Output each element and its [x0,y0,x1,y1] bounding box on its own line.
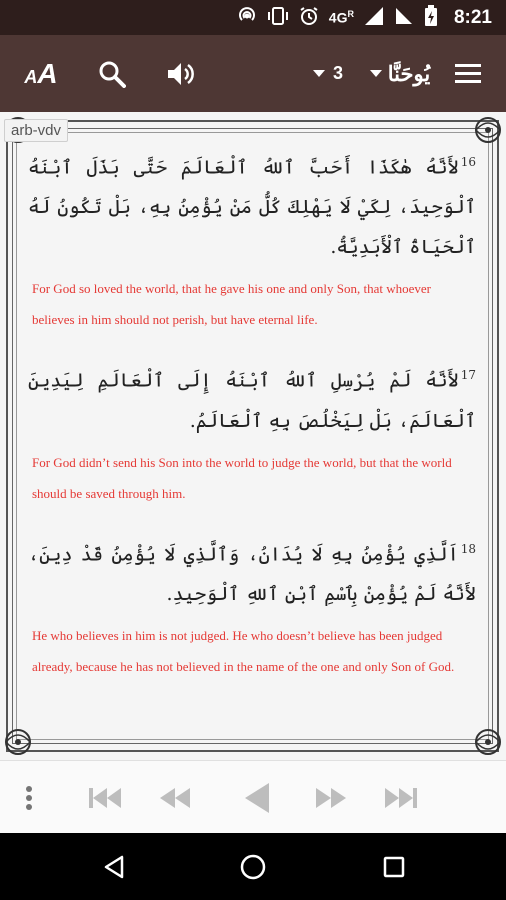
skip-previous-button[interactable] [82,761,128,834]
home-button[interactable] [223,833,283,900]
chapter-selector[interactable] [298,35,358,112]
chapter-number: 3 [332,63,343,83]
audio-player [0,760,506,833]
play-reverse-button[interactable] [236,761,278,834]
font-size-button[interactable] [18,35,64,112]
skip-next-button[interactable] [378,761,424,834]
speaker-button[interactable] [160,35,202,112]
search-icon [98,60,126,88]
wifi-off-icon [394,6,414,29]
verse-content [20,142,482,720]
recents-icon [383,856,405,878]
verse-english[interactable]: He who believes in him is not judged. He who doesn’t believe has been judged already, because he has not believed in the name of the one and only Son of God. [32,627,455,674]
font-size-icon: AA [24,57,58,89]
recents-button[interactable] [364,833,424,900]
verse-block [20,142,482,335]
search-button[interactable] [92,35,132,112]
skip-next-icon [383,786,419,810]
fast-forward-button[interactable] [308,761,354,834]
verse-number: 16 [460,155,476,169]
verse-block [20,355,482,508]
back-icon [103,855,125,879]
status-bar [0,0,506,35]
verse-arabic[interactable] [20,355,482,440]
status-icons [237,0,492,35]
toolbar [0,35,506,112]
verse-number: 17 [460,368,476,383]
status-time: 8:21 [453,6,492,28]
book-name: يُوحَنَّا [387,61,431,86]
more-options-button[interactable] [14,761,44,834]
verse-arabic[interactable] [20,529,482,614]
speaker-icon [166,60,196,88]
verse-arabic-text: لأَنَّهُ لَمْ يُرْسِلِ ٱللهُ ٱبْنَهُ إِلَى ٱلْعَالَمِ لِيَدِينَ ٱلْعَالَمَ، بَلْ لِيَخْلُصَ بِهِ ٱلْعَالَمُ. [28,369,476,432]
back-button[interactable] [84,833,144,900]
verse-arabic-text: اَلَّذِي يُؤْمِنُ بِهِ لَا يُدَانُ، وَٱلَّذِي لَا يُؤْمِنُ قَدْ دِينَ، لأَنَّهُ لَمْ يُؤْمِنْ بِٱسْمِ ٱبْنِ ٱللهِ ٱلْوَحِيدِ. [28,542,476,605]
navigation-bar [0,833,506,900]
chevron-down-icon [313,70,325,77]
version-tag: arb-vdv [4,119,68,142]
reading-area[interactable] [0,112,506,760]
menu-icon-bar [455,72,481,75]
verse-arabic[interactable] [20,142,482,267]
home-icon [240,854,266,880]
corner-ornament-icon [470,724,506,760]
hotspot-icon [237,6,257,29]
corner-ornament-icon [0,724,36,760]
rewind-icon [158,786,192,810]
verse-number: 18 [460,541,476,556]
battery-icon [424,5,438,30]
verse-english[interactable]: For God didn’t send his Son into the world to judge the world, but that the world should be saved through him. [32,454,452,501]
menu-icon-bar [455,80,481,83]
fast-forward-icon [314,786,348,810]
more-vert-icon [25,785,33,811]
alarm-icon [299,6,319,29]
menu-button[interactable] [448,35,488,112]
network-type: $4G^R$ [328,9,354,26]
verse-english[interactable]: For God so loved the world, that he gave his one and only Son, that whoever believes in him should not perish, but have eternal life. [32,281,431,328]
skip-previous-icon [87,786,123,810]
signal-icon [364,6,384,29]
play-reverse-icon [243,781,271,815]
verse-arabic-text: لأَنَّهُ هٰكَذَا أَحَبَّ ٱللهُ ٱلْعَالَمَ حَتَّى بَذَلَ ٱبْنَهُ ٱلْوَحِيدَ، لِكَيْ لَا يَهْلِكَ كُلُّ مَنْ يُؤْمِنُ بِهِ، بَلْ تَكُونُ لَهُ ٱلْحَيَاةُ ٱلْأَبَدِيَّةُ. [28,156,476,259]
vibrate-icon [267,6,289,29]
book-selector[interactable] [360,35,440,112]
menu-icon-bar [455,64,481,67]
chevron-down-icon [370,70,382,77]
rewind-button[interactable] [152,761,198,834]
verse-block [20,529,482,682]
